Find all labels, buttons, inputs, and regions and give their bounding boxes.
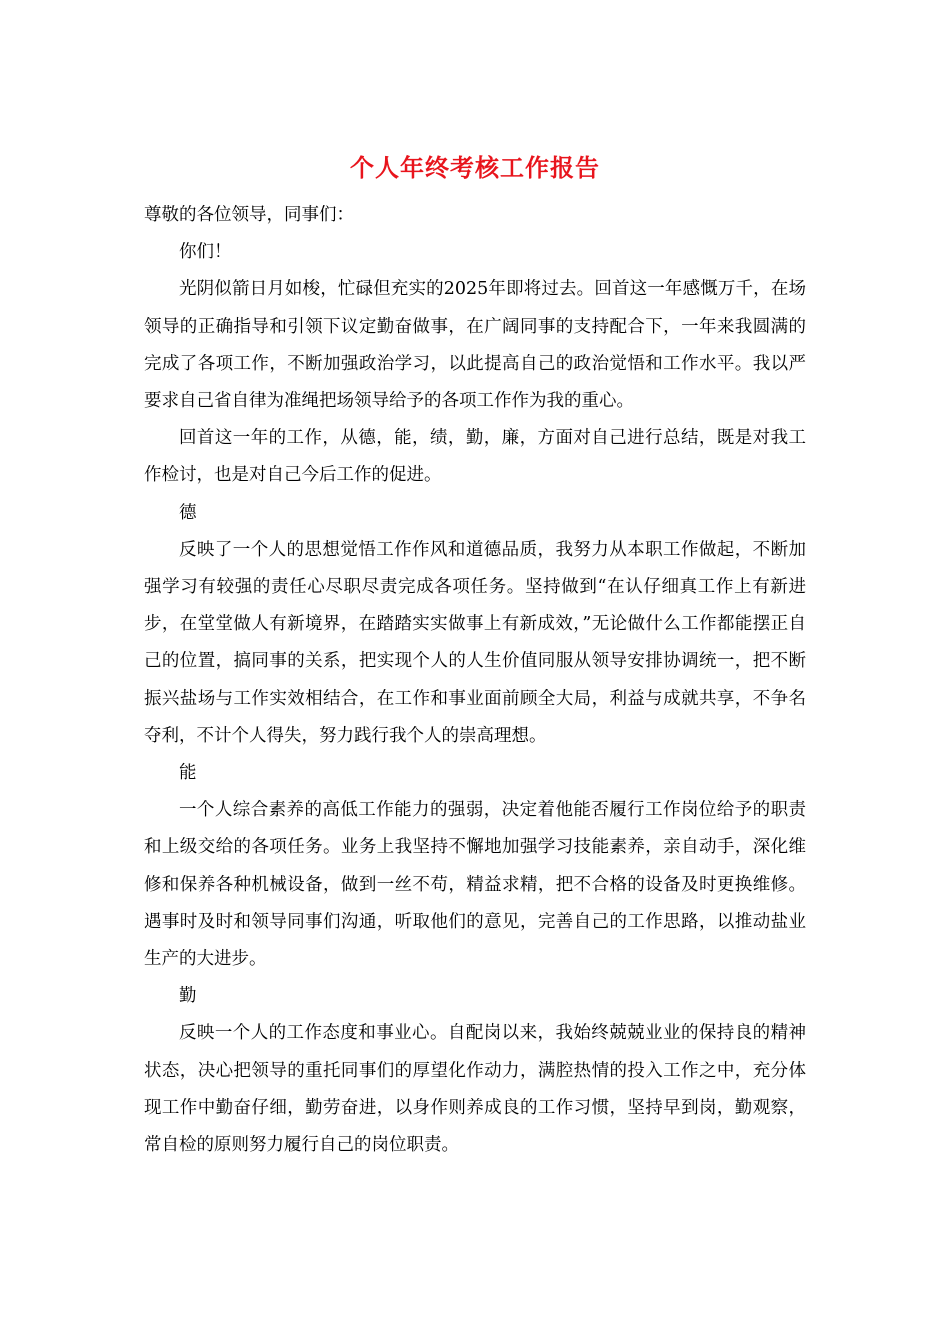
section-heading-neng: 能 [179, 763, 197, 784]
salutation: 尊敬的各位领导，同事们： [144, 205, 354, 225]
document-title: 个人年终考核工作报告 [350, 153, 600, 182]
section-de-paragraph: 反映了一个人的思想觉悟工作作风和道德品质，我努力从本职工作做起，不断加强学习有较强的责任心尽职尽责完成各项任务。坚持做到“在认仔细真工作上有新进步，在堂堂做人有新境界，在踏踏实实做事上有新成效，”无论做什么工作都能摆正自己的位置，搞同事的关系，把实现个人的人生价值同服从领导安排协调统一，把不断振兴盐场与工作实效相结合，在工作和事业面前顾全大局，利益与成就共享，不争名夺利，不计个人得失，努力践行我个人的崇高理想。 [144, 539, 806, 746]
section-heading-de: 德 [179, 502, 197, 523]
section-heading-qin: 勤 [179, 986, 197, 1007]
intro-paragraph: 光阴似箭日月如梭，忙碌但充实的2025年即将过去。回首这一年感慨万千，在场领导的正确指导和引领下议定勤奋做事，在广阔同事的支持配合下，一年来我圆满的完成了各项工作，不断加强政治学习，以此提高自己的政治觉悟和工作水平。我以严要求自己省自律为准绳把场领导给予的各项工作作为我的重心。 [144, 279, 806, 412]
section-qin-paragraph: 反映一个人的工作态度和事业心。自配岗以来，我始终兢兢业业的保持良的精神状态，决心把领导的重托同事们的厚望化作动力，满腔热情的投入工作之中，充分体现工作中勤奋仔细，勤劳奋进，以身作则养成良的工作习惯，坚持早到岗，勤观察，常自检的原则努力履行自己的岗位职责。 [144, 1023, 806, 1156]
summary-paragraph: 回首这一年的工作，从德，能，绩，勤，廉，方面对自己进行总结，既是对我工作检讨，也是对自己今后工作的促进。 [144, 428, 806, 486]
section-neng-paragraph: 一个人综合素养的高低工作能力的强弱，决定着他能否履行工作岗位给予的职责和上级交给的各项任务。业务上我坚持不懈地加强学习技能素养，亲自动手，深化维修和保养各种机械设备，做到一丝不苟，精益求精，把不合格的设备及时更换维修。遇事时及时和领导同事们沟通，听取他们的意见，完善自己的工作思路，以推动盐业生产的大进步。 [144, 800, 806, 970]
greeting-paragraph: 你们！ [179, 242, 232, 263]
document-body [144, 197, 806, 1164]
